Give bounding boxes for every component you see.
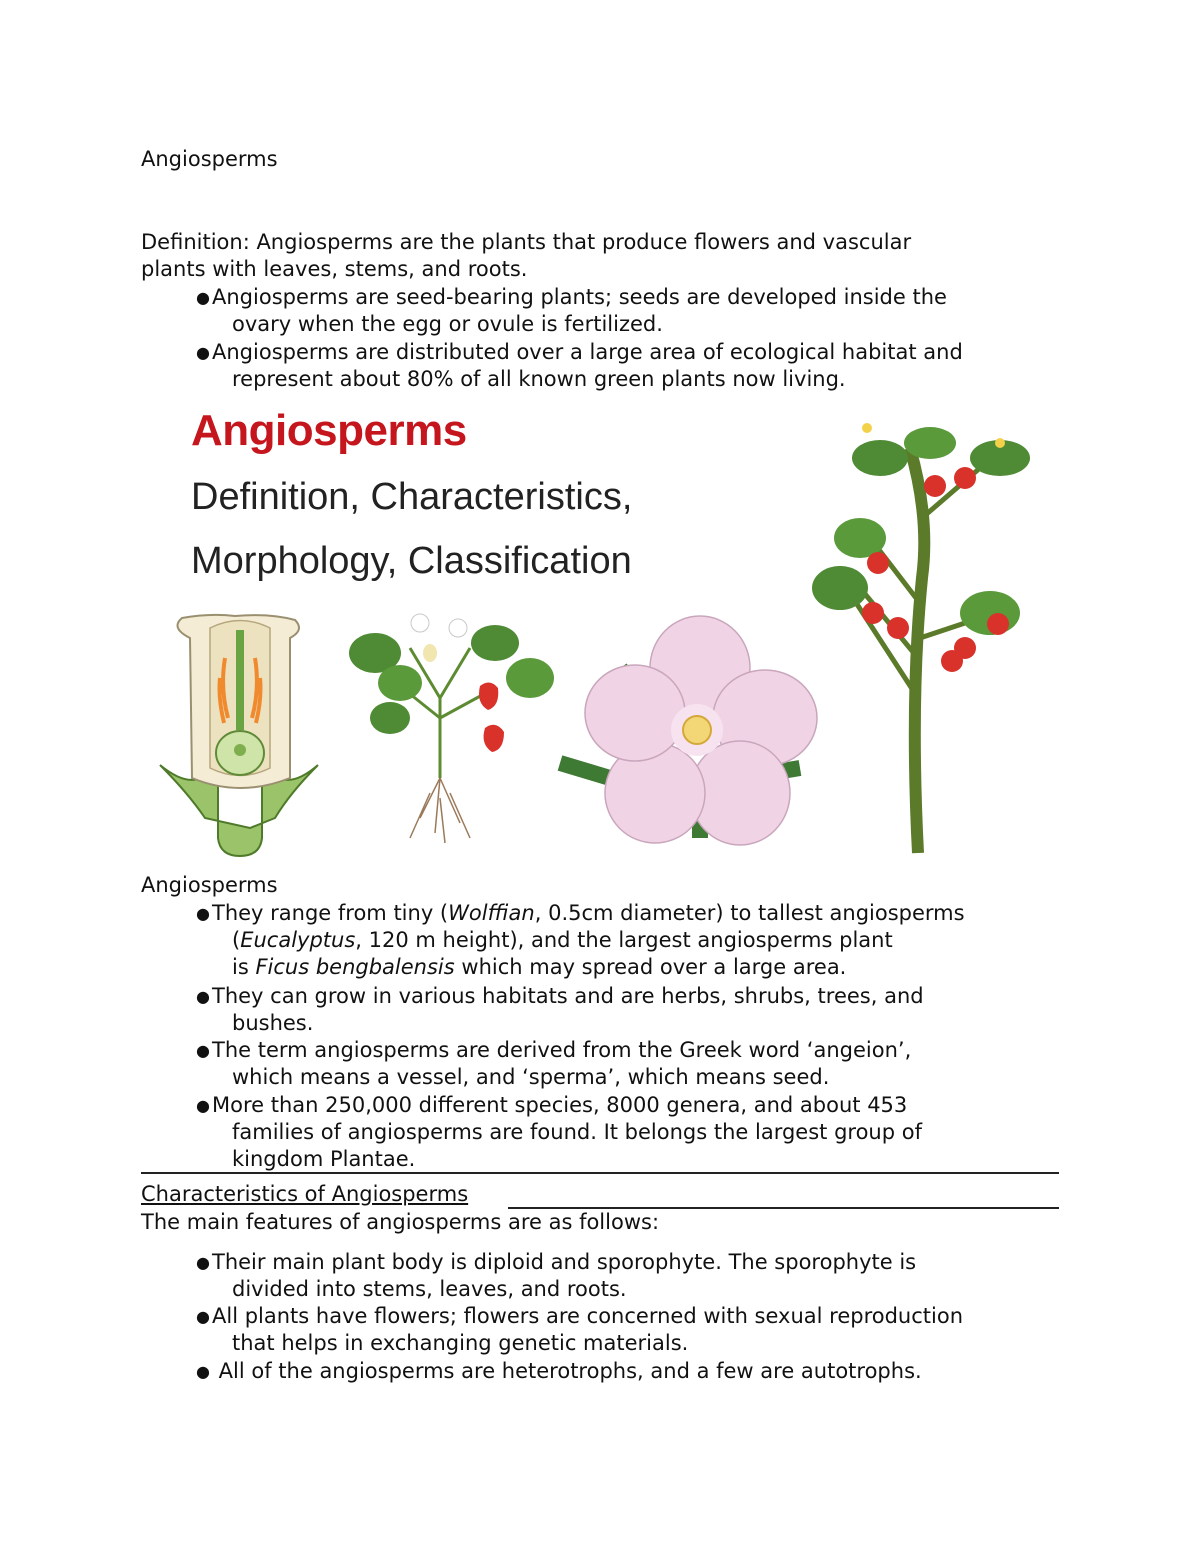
figure-subtitle-line-1: Definition, Characteristics, <box>191 476 633 518</box>
list-item: ● More than 250,000 different species, 8000 genera, and about 453 families of angiosperms are found. It belongs the largest group of kingdom Plantae. <box>196 1093 922 1171</box>
bullet-icon: ● <box>196 904 210 923</box>
page-heading: Angiosperms <box>141 147 278 171</box>
list-item: ● The term angiosperms are derived from the Greek word ‘angeion’, which means a vessel, and ‘sperma’, which means seed. <box>196 1038 912 1089</box>
flower-cross-section-illustration <box>160 615 318 856</box>
strawberry-plant-illustration <box>349 614 554 843</box>
angiosperms-figure <box>140 398 1060 860</box>
list-item: ● Angiosperms are seed-bearing plants; seeds are developed inside the ovary when the egg or ovule is fertilized. <box>196 285 947 336</box>
bullet-icon: ● <box>196 1041 210 1060</box>
divider-line <box>141 1172 1059 1174</box>
plant-illustrations <box>140 398 1060 860</box>
list-item: ● Angiosperms are distributed over a large area of ecological habitat and represent about 80% of all known green plants now living. <box>196 340 963 391</box>
characteristics-heading: Characteristics of Angiosperms <box>141 1182 469 1206</box>
figure-subtitle-line-2: Morphology, Classification <box>191 540 632 582</box>
list-item: ● They can grow in various habitats and are herbs, shrubs, trees, and bushes. <box>196 984 924 1035</box>
figure-title: Angiosperms <box>191 406 467 455</box>
section-heading: Angiosperms <box>141 873 278 897</box>
bullet-icon: ● <box>196 1362 210 1381</box>
bullet-icon: ● <box>196 1096 210 1115</box>
bullet-icon: ● <box>196 1253 210 1272</box>
definition-line-1: Definition: Angiosperms are the plants that produce flowers and vascular <box>141 230 912 254</box>
list-item: ● They range from tiny (Wolffian, 0.5cm diameter) to tallest angiosperms (Eucalyptus, 120 m height), and the largest angiosperms plant is Ficus bengbalensis which may spread over a large area. <box>196 901 965 979</box>
bullet-icon: ● <box>196 987 210 1006</box>
bullet-icon: ● <box>196 343 210 362</box>
characteristics-intro: The main features of angiosperms are as follows: <box>141 1210 660 1234</box>
bullet-icon: ● <box>196 288 210 307</box>
bullet-icon: ● <box>196 1307 210 1326</box>
list-item: ● All plants have flowers; flowers are concerned with sexual reproduction that helps in exchanging genetic materials. <box>196 1304 964 1355</box>
list-item: ● All of the angiosperms are heterotrophs, and a few are autotrophs. <box>196 1359 922 1383</box>
tomato-plant-illustration <box>812 423 1030 853</box>
pink-flower-illustration <box>560 616 817 845</box>
list-item: ● Their main plant body is diploid and sporophyte. The sporophyte is divided into stems, leaves, and roots. <box>196 1250 917 1301</box>
definition-line-2: plants with leaves, stems, and roots. <box>141 257 528 281</box>
